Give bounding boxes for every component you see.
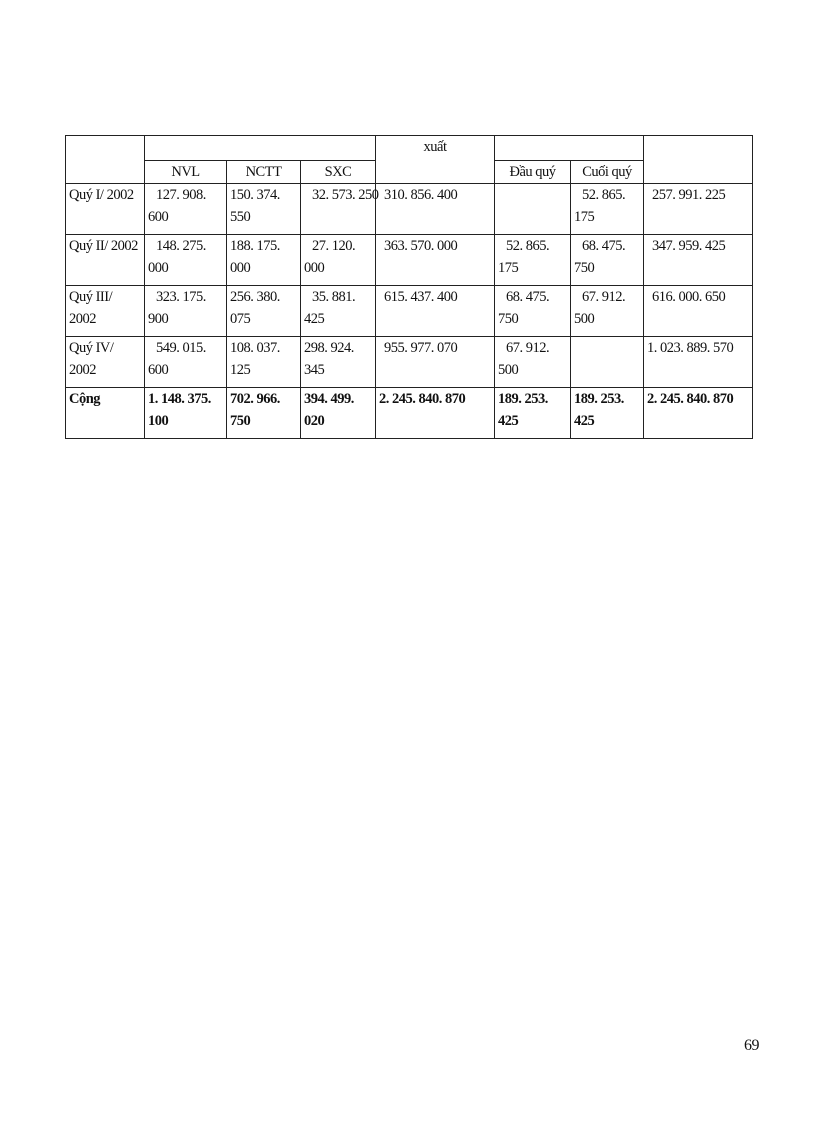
- sxc-cell: 35. 881. 425: [301, 286, 376, 337]
- cost-table-container: [65, 135, 752, 439]
- header-last-cell: [644, 136, 753, 184]
- total-value-cell: 257. 991. 225: [644, 184, 753, 235]
- table-row: [66, 184, 753, 235]
- header-stock-group-cell: [495, 136, 644, 161]
- header-dau-quy: Đầu quý: [495, 161, 571, 184]
- total-label: Cộng: [66, 388, 145, 439]
- dau-quy-cell: 67. 912. 500: [495, 337, 571, 388]
- nctt-cell: 108. 037. 125: [227, 337, 301, 388]
- total-row: [66, 388, 753, 439]
- page-number: 69: [744, 1037, 759, 1054]
- dau-quy-cell: [495, 184, 571, 235]
- total-cuoi-quy-cell: 189. 253. 425: [571, 388, 644, 439]
- table-row: [66, 286, 753, 337]
- header-xuat-cell: [376, 136, 495, 184]
- header-cost-group-cell: [145, 136, 376, 161]
- header-corner-cell: [66, 136, 145, 184]
- row-label: Quý I/ 2002: [66, 184, 145, 235]
- header-nvl: NVL: [145, 161, 227, 184]
- production-cost-table: [65, 135, 753, 439]
- cuoi-quy-cell: [571, 337, 644, 388]
- row-label: Quý III/ 2002: [66, 286, 145, 337]
- table-row: [66, 235, 753, 286]
- nvl-cell: 148. 275. 000: [145, 235, 227, 286]
- header-sxc: SXC: [301, 161, 376, 184]
- nctt-cell: 150. 374. 550: [227, 184, 301, 235]
- nctt-cell: 188. 175. 000: [227, 235, 301, 286]
- total-last-cell: 2. 245. 840. 870: [644, 388, 753, 439]
- row-label: Quý II/ 2002: [66, 235, 145, 286]
- total-nvl-cell: 1. 148. 375. 100: [145, 388, 227, 439]
- nctt-cell: 256. 380. 075: [227, 286, 301, 337]
- header-nctt: NCTT: [227, 161, 301, 184]
- nvl-cell: 549. 015. 600: [145, 337, 227, 388]
- dau-quy-cell: 68. 475. 750: [495, 286, 571, 337]
- total-sxc-cell: 394. 499. 020: [301, 388, 376, 439]
- xuat-cell: 955. 977. 070: [376, 337, 495, 388]
- xuat-cell: 310. 856. 400: [376, 184, 495, 235]
- cuoi-quy-cell: 52. 865. 175: [571, 184, 644, 235]
- total-xuat-cell: 2. 245. 840. 870: [376, 388, 495, 439]
- total-nctt-cell: 702. 966. 750: [227, 388, 301, 439]
- xuat-cell: 363. 570. 000: [376, 235, 495, 286]
- total-dau-quy-cell: 189. 253. 425: [495, 388, 571, 439]
- header-row-top: [66, 136, 753, 161]
- sxc-cell: 27. 120. 000: [301, 235, 376, 286]
- xuat-cell: 615. 437. 400: [376, 286, 495, 337]
- nvl-cell: 127. 908. 600: [145, 184, 227, 235]
- dau-quy-cell: 52. 865. 175: [495, 235, 571, 286]
- total-value-cell: 347. 959. 425: [644, 235, 753, 286]
- cuoi-quy-cell: 67. 912. 500: [571, 286, 644, 337]
- total-value-cell: 1. 023. 889. 570: [644, 337, 753, 388]
- table-row: [66, 337, 753, 388]
- total-value-cell: 616. 000. 650: [644, 286, 753, 337]
- header-xuat-label: xuất: [423, 139, 447, 155]
- sxc-cell: 298. 924. 345: [301, 337, 376, 388]
- sxc-cell: 32. 573. 250: [301, 184, 376, 235]
- row-label: Quý IV/ 2002: [66, 337, 145, 388]
- cuoi-quy-cell: 68. 475. 750: [571, 235, 644, 286]
- nvl-cell: 323. 175. 900: [145, 286, 227, 337]
- header-cuoi-quy: Cuối quý: [571, 161, 644, 184]
